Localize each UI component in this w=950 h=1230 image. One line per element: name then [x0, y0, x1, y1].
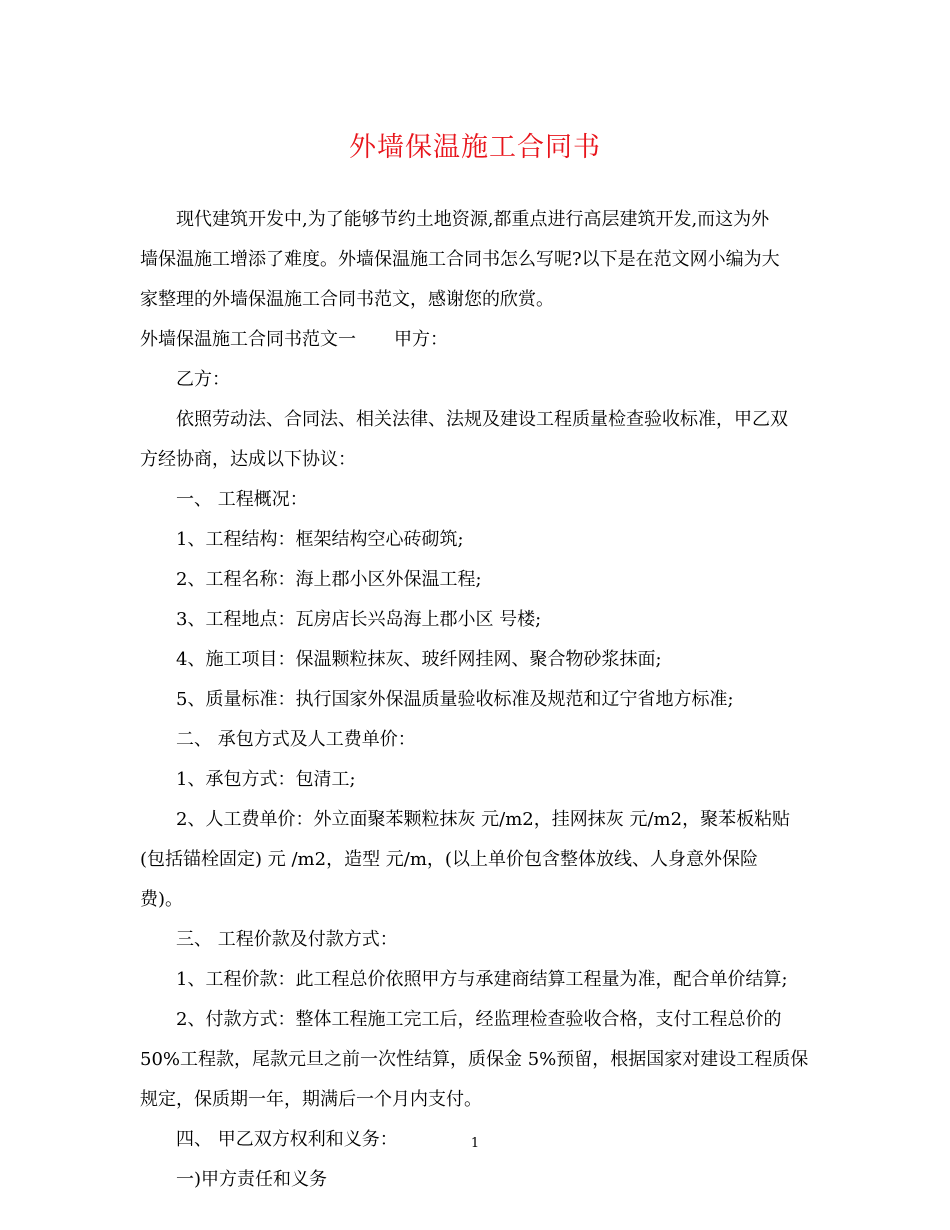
paragraph-line: (包括锚栓固定) 元 /m2，造型 元/m，(以上单价包含整体放线、人身意外保险: [140, 849, 758, 870]
paragraph-line: 墙保温施工增添了难度。外墙保温施工合同书怎么写呢?以下是在范文网小编为大: [140, 249, 780, 270]
clause-item: 5、质量标准：执行国家外保温质量验收标准及规范和辽宁省地方标准;: [176, 689, 734, 710]
document-title: 外墙保温施工合同书: [349, 132, 601, 163]
clause-heading: 四、 甲乙双方权利和义务：: [176, 1129, 398, 1150]
paragraph-line: 方经协商，达成以下协议：: [140, 449, 356, 470]
paragraph-line: 50%工程款，尾款元旦之前一次性结算，质保金 5%预留，根据国家对建设工程质保: [140, 1049, 809, 1070]
clause-item: 2、工程名称：海上郡小区外保温工程;: [176, 569, 482, 590]
document-body: [140, 200, 810, 1200]
section-heading-line: [140, 320, 810, 360]
clause-item: 3、工程地点：瓦房店长兴岛海上郡小区 号楼;: [176, 609, 542, 630]
paragraph-line: 规定，保质期一年，期满后一个月内支付。: [140, 1089, 482, 1110]
page-number: 1: [470, 1136, 480, 1151]
party-a-label: 甲方：: [394, 329, 448, 350]
paragraph-line: 依照劳动法、合同法、相关法律、法规及建设工程质量检查验收标准，甲乙双: [176, 409, 788, 430]
section-heading: 外墙保温施工合同书范文一: [140, 329, 356, 350]
clause-item: 1、工程结构：框架结构空心砖砌筑;: [176, 529, 464, 550]
clause-heading: 三、 工程价款及付款方式：: [176, 929, 398, 950]
clause-item: 2、人工费单价：外立面聚苯颗粒抹灰 元/m2，挂网抹灰 元/m2，聚苯板粘贴: [176, 809, 791, 830]
clause-item: 1、工程价款：此工程总价依照甲方与承建商结算工程量为准，配合单价结算;: [176, 969, 788, 990]
paragraph-line: 家整理的外墙保温施工合同书范文，感谢您的欣赏。: [140, 289, 554, 310]
clause-item: 1、承包方式：包清工;: [176, 769, 356, 790]
clause-item: 2、付款方式：整体工程施工完工后，经监理检查验收合格，支付工程总价的: [176, 1009, 782, 1030]
party-b-label: 乙方：: [176, 369, 230, 390]
clause-subheading: 一)甲方责任和义务: [176, 1169, 328, 1190]
clause-heading: 二、 承包方式及人工费单价：: [176, 729, 416, 750]
clause-heading: 一、 工程概况：: [176, 489, 308, 510]
paragraph-line: 费)。: [140, 889, 184, 910]
clause-item: 4、施工项目：保温颗粒抹灰、玻纤网挂网、聚合物砂浆抹面;: [176, 649, 662, 670]
paragraph-line: 现代建筑开发中,为了能够节约土地资源,都重点进行高层建筑开发,而这为外: [176, 209, 770, 230]
